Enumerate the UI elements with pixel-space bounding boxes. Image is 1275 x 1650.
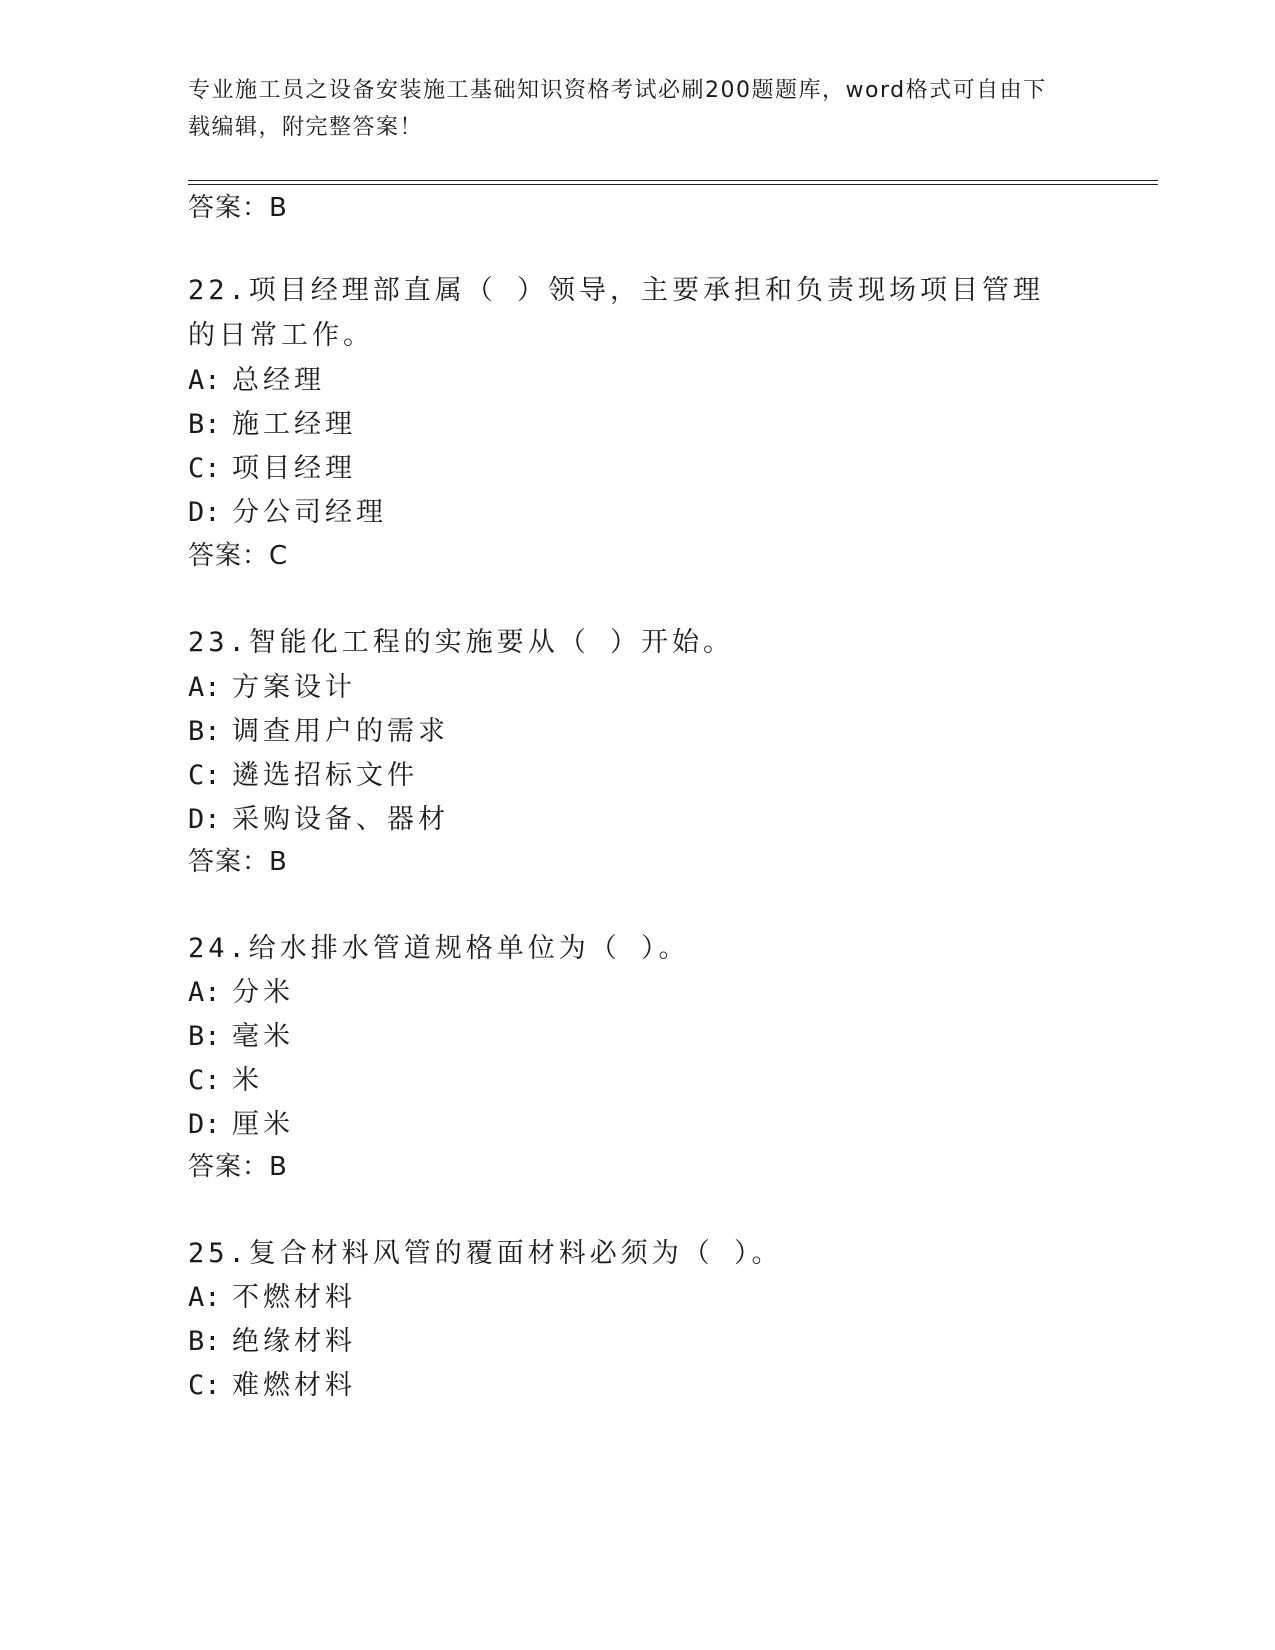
question-22-option-c (188, 446, 356, 485)
option-label: A: (188, 672, 221, 703)
document-header-title: 专业施工员之设备安装施工基础知识资格考试必刷200题题库，word格式可自由下载编辑，附完整答案！ (188, 78, 1047, 140)
header-divider-bottom (188, 184, 1158, 185)
question-23-option-a (188, 665, 356, 704)
option-text: 分米 (232, 977, 294, 1008)
option-label: D: (188, 804, 221, 835)
option-text: 遴选招标文件 (232, 760, 418, 791)
answer-previous-question: 答案：B (188, 193, 288, 223)
question-23-option-c (188, 753, 418, 792)
option-text: 项目经理 (232, 453, 356, 484)
question-24-option-c (188, 1058, 263, 1097)
question-24-option-a (188, 970, 294, 1009)
option-text: 绝缘材料 (232, 1326, 356, 1357)
option-label: A: (188, 1282, 221, 1313)
option-text: 调查用户的需求 (232, 716, 449, 747)
option-label: C: (188, 760, 221, 791)
option-label: A: (188, 365, 221, 396)
option-label: C: (188, 453, 221, 484)
option-label: B: (188, 409, 221, 440)
question-25-option-c (188, 1363, 356, 1402)
option-text: 难燃材料 (232, 1370, 356, 1401)
question-22-option-d (188, 490, 387, 529)
option-text: 不燃材料 (232, 1282, 356, 1313)
question-24-option-d (188, 1102, 294, 1141)
question-24-option-b (188, 1014, 294, 1053)
option-text: 毫米 (232, 1021, 294, 1052)
question-22-option-b (188, 402, 356, 441)
option-label: C: (188, 1370, 221, 1401)
option-label: D: (188, 1109, 221, 1140)
question-24-answer: 答案：B (188, 1152, 288, 1182)
option-text: 分公司经理 (232, 497, 387, 528)
option-text: 米 (232, 1065, 263, 1096)
option-text: 方案设计 (232, 672, 356, 703)
option-label: A: (188, 977, 221, 1008)
question-23-answer: 答案：B (188, 847, 288, 877)
question-25-text: 25.复合材料风管的覆面材料必须为（ ）。 (188, 1238, 783, 1269)
question-25-option-a (188, 1275, 356, 1314)
option-label: B: (188, 716, 221, 747)
question-22-text: 22.项目经理部直属（ ）领导，主要承担和负责现场项目管理的日常工作。 (188, 275, 1045, 351)
question-22-option-a (188, 358, 325, 397)
option-label: D: (188, 497, 221, 528)
question-23-text: 23.智能化工程的实施要从（ ）开始。 (188, 627, 735, 658)
option-text: 采购设备、器材 (232, 804, 449, 835)
option-text: 施工经理 (232, 409, 356, 440)
header-divider-top (188, 180, 1158, 181)
question-22-answer: 答案：C (188, 541, 289, 571)
option-text: 厘米 (232, 1109, 294, 1140)
option-label: C: (188, 1065, 221, 1096)
option-label: B: (188, 1021, 221, 1052)
question-23-option-b (188, 709, 449, 748)
question-24-text: 24.给水排水管道规格单位为（ ）。 (188, 933, 690, 964)
question-23-option-d (188, 797, 449, 836)
option-text: 总经理 (232, 365, 325, 396)
option-label: B: (188, 1326, 221, 1357)
question-25-option-b (188, 1319, 356, 1358)
